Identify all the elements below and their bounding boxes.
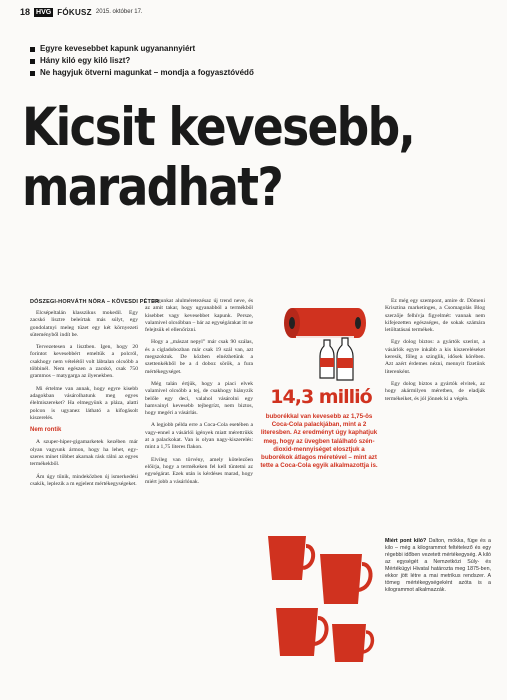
sidebar-title: Miért pont kiló?: [385, 538, 427, 544]
section-title: FÓKUSZ: [57, 7, 92, 17]
bullet-item: Ne hagyjuk ötverni magunkat – mondja a fogyasztóvédő: [30, 67, 254, 79]
sidebar-box: [385, 538, 491, 594]
headline: [22, 98, 426, 218]
headline-line-2: maradhat?: [22, 157, 283, 218]
magazine-logo: HVG: [36, 8, 52, 16]
byline: DÓSZEGI-HORVÁTH NÓRA – KÖVESDI PÉTER: [30, 299, 160, 305]
square-bullet-icon: [30, 47, 35, 52]
page-number: 18: [20, 7, 31, 17]
square-bullet-icon: [30, 59, 35, 64]
big-number: 14,3 millió: [270, 386, 372, 408]
paragraph: Ám úgy tűnik, mindeközben új ismerkedési csakik, leplezik a m egjelent mértékegységeket.: [30, 473, 138, 487]
issue-date: 2015. október 17.: [95, 9, 143, 15]
paragraph: Mi értelme van annak, hogy egyre kisebb adagokban vásárolhatunk meg egyes élelmiszereket? Ha elmegyünk a pláza, alatti polcon is ugyanez látható a kifogásolt kiszerelés.: [30, 385, 138, 421]
paragraph: A legjobb példa erre a Coca-Cola esetében a vagy-ennel a vásárlói igények miatt mérettrükk at a palackokat. Van is olyan nagy-kiszerelés: mint a 1,75 literes flakon.: [145, 422, 253, 451]
paragraph: Ez még egy szempont, amire dr. Dömeni Krisztina marketinges, a Csomagolás Blog szerzője felhívja figyelmét: vannak nem kifejezetten egészséges, de sokak számára letöltatásaú termékek.: [385, 298, 485, 334]
page-header: [20, 7, 143, 17]
paragraph: Egy dolog biztos: a gyártók szerint, a vásárlók egyre inkább a kis kiszereléseket keresik, főleg a szinglik, idősek körében. Azt azért érdemes nézni, mennyit fizetünk literenként.: [385, 339, 485, 375]
bullet-item: Egyre kevesebbet kapunk ugyanannyiért: [30, 43, 254, 55]
paragraph: Még talán értjük, hogy a piaci elvek valamivel olcsóbb a tej, de csakhogy hiányzik belőle egy deci, valahol vásárolni egy hamvainyl kevesebb tejbegrízt, nem biztos, hogy megéri a vásárlás.: [145, 380, 253, 417]
article-column-1: [30, 310, 138, 493]
paragraph: Elvileg van törvény, amely kötelezően előírja, hogy a termékeken fel kell tüntetni az egységárat. Ezek után is kérdéses marad, hogy miért jobb a vásárlónak.: [145, 456, 253, 485]
paragraph: magunkat alulméretezésaz új trend neve, és az amit takar, hogy ugyanabból a termékből kisebbet vagy kevesebbet kapunk. Persze, valamivel olcsóbban – bár az egységárakat itt se felejtsük el ellenőrizni.: [145, 298, 253, 334]
paragraph: A szuper-hiper-gigamarketek kezében már olyan vagyunk ármon, hogy ha lehet, egy-szeres mínet többet akarnak rásk rálni az egyes termékekből.: [30, 439, 138, 468]
headline-line-1: Kicsit kevesebb,: [22, 97, 415, 158]
paragraph: Tervezetesen a lisztben. Igen, hogy 20 forintot kevesebbért emeltük a polcról, csakhogy nem vételétől volt lábtalan olcsóbb a többinél. Nem egészen a zacskó, csak 750 grammos – matygarga az ilyenekben.: [30, 344, 138, 380]
bottles-illustration: [318, 336, 358, 382]
paragraph: Elcsépeltalán klasszikus mokedil. Egy zacskó lisztre beleírtak más súlyt, egy gondolatnyi meleg tüzet egy két környezeti süteményből indít be.: [30, 310, 138, 338]
subheading: Nem rontik: [30, 427, 62, 434]
teaser-bullets: [30, 43, 254, 79]
paragraph: Egy dolog biztos a gyártók elvitek, az hogy akármilyen méretben, de eladják termékeiket, és jól jönnek ki a végén.: [385, 380, 485, 402]
mugs-illustration: [258, 528, 382, 668]
paragraph: Hogy a „mászat nepyl” már csak 90 szálas, és a cigladobozban már csak 19 szál van, azt megszoktuk. De közben elnézhetünk a szettenkékből be a 4 doboz sörök, a fura mértékegységet.: [145, 339, 253, 375]
bullet-item: Hány kiló egy kiló liszt?: [30, 55, 254, 67]
sidebar-text: Dalton, mókka, füge és a kilo – még a kilogrammot feltételező és egy régebbi időben vezetett mértékegység. A kiló az egységét a Nemzetközi Súly- és Mértékügyi Hivatal határozta meg 1875-ben, ekkor jött létre a mai metrikus rendszer. A tömeg mértékegységeként azóta is a kilogrammot alkalmazzák.: [385, 538, 492, 593]
article-column-2: [145, 298, 253, 491]
infographic-statement: buborékkal van kevesebb az 1,75-ös Coca-Cola palackjában, mint a 2 literesben. Az eredményt úgy kaphatjuk meg, hogy az üvegben található szén-dioxid-mennyiséget elosztjuk a buborékok átlagos méretével – mint azt tette a Coca-Cola egyik alkalmazottja is.: [260, 413, 378, 470]
square-bullet-icon: [30, 71, 35, 76]
sidebar-body: [385, 538, 491, 594]
article-column-4: [385, 298, 485, 408]
